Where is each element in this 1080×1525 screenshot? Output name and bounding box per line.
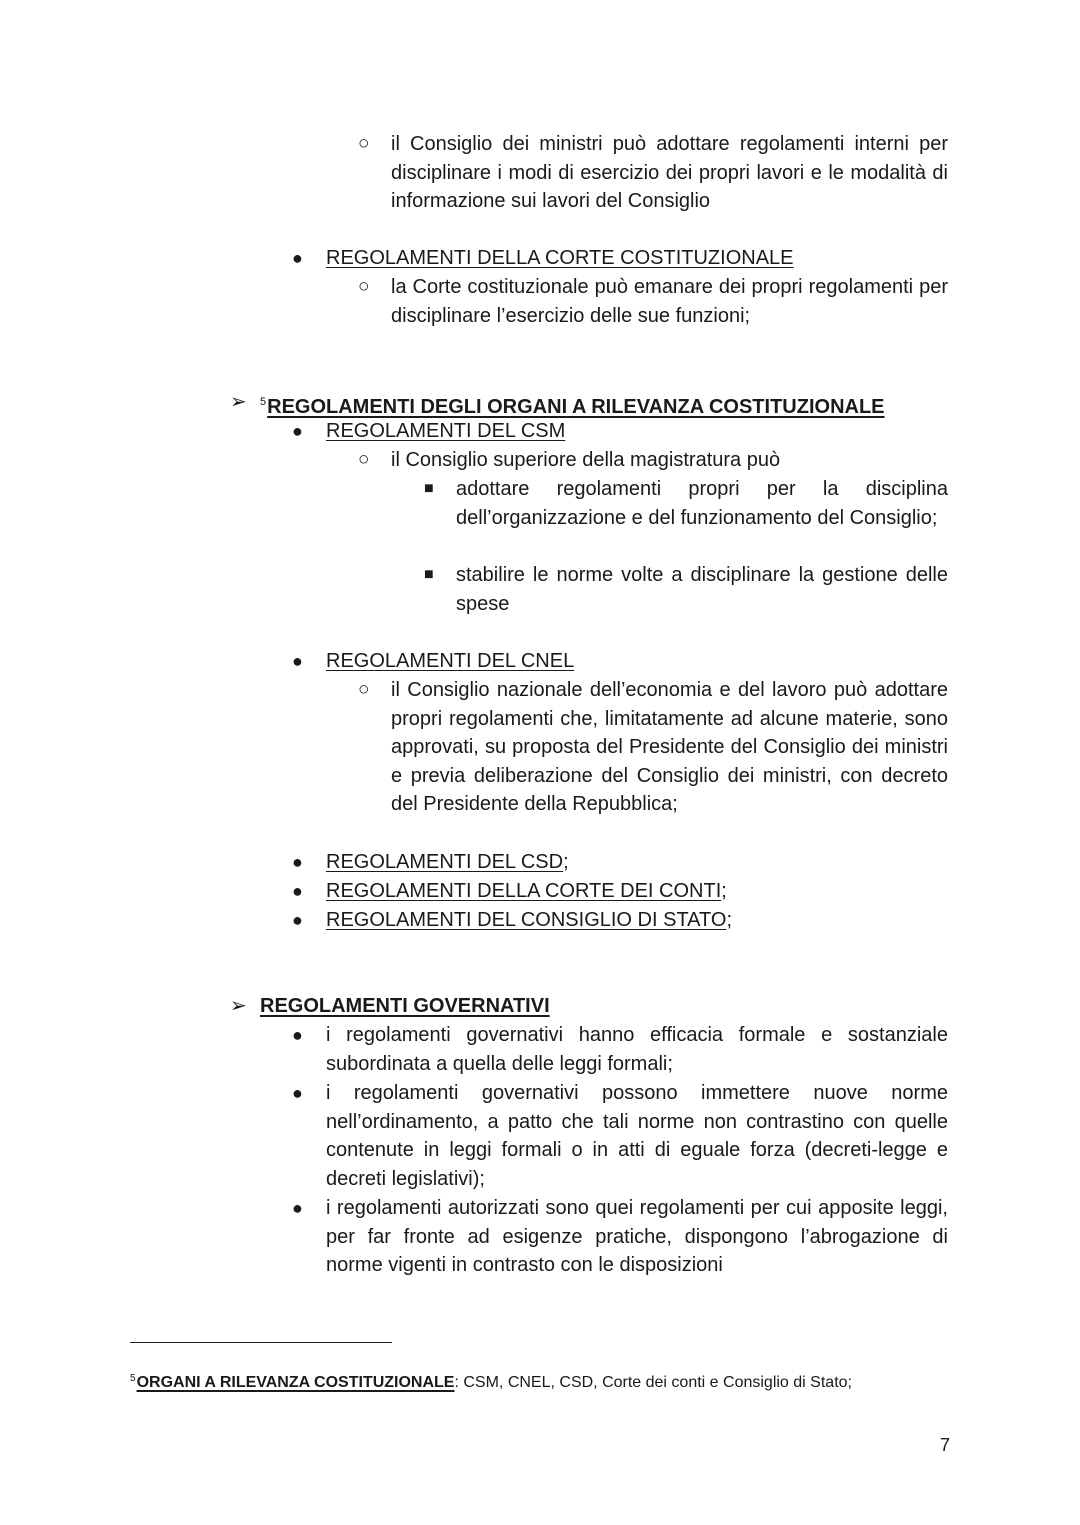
bullet-icon: ●	[292, 881, 303, 901]
arrow-bullet-icon: ➢	[230, 391, 247, 413]
list-heading: REGOLAMENTI DEL CSM	[326, 420, 566, 442]
bullet-icon: ●	[292, 910, 303, 930]
list-item: i regolamenti governativi hanno efficacia formale e sostanziale subordinata a quella delle leggi formali;	[326, 1024, 948, 1075]
arrow-bullet-icon: ➢	[230, 995, 247, 1017]
list-item: il Consiglio dei ministri può adottare regolamenti interni per disciplinare i modi di esercizio dei propri lavori e le modalità di informazione sui lavori del Consiglio	[391, 133, 948, 213]
circle-bullet-icon: ○	[358, 679, 370, 700]
section-heading: $^5$REGOLAMENTI DEGLI ORGANI A RILEVANZA COSTITUZIONALE	[260, 396, 885, 418]
list-heading: REGOLAMENTI DEL CONSIGLIO DI STATO;	[326, 909, 733, 931]
bullet-icon: ●	[292, 421, 303, 441]
list-item: adottare regolamenti propri per la disciplina dell’organizzazione e del funzionamento del Consiglio;	[456, 478, 948, 529]
footnote-separator	[130, 1342, 392, 1343]
list-heading: REGOLAMENTI DELLA CORTE DEI CONTI;	[326, 880, 727, 902]
list-heading: REGOLAMENTI DELLA CORTE COSTITUZIONALE	[326, 247, 794, 269]
list-item: il Consiglio superiore della magistratura può	[391, 449, 781, 471]
footnote: $^5$ORGANI A RILEVANZA COSTITUZIONALE: CSM, CNEL, CSD, Corte dei conti e Consiglio di Stato;	[130, 1373, 852, 1391]
list-item: il Consiglio nazionale dell’economia e del lavoro può adottare propri regolamenti che, limitatamente ad alcune materie, sono approvati, su proposta del Presidente del Consiglio dei ministri e previa deliberazione del Consiglio dei ministri, con decreto del Presidente della Repubblica;	[391, 679, 948, 816]
bullet-icon: ●	[292, 1025, 303, 1045]
bullet-icon: ●	[292, 852, 303, 872]
footnote-ref[interactable]: 5	[260, 396, 267, 408]
circle-bullet-icon: ○	[358, 276, 370, 297]
section-heading: REGOLAMENTI GOVERNATIVI	[260, 995, 550, 1017]
square-bullet-icon: ■	[424, 566, 434, 583]
square-bullet-icon: ■	[424, 480, 434, 497]
bullet-icon: ●	[292, 1198, 303, 1218]
list-heading: REGOLAMENTI DEL CSD;	[326, 851, 569, 873]
bullet-icon: ●	[292, 651, 303, 671]
list-item: stabilire le norme volte a disciplinare la gestione delle spese	[456, 564, 948, 615]
list-heading: REGOLAMENTI DEL CNEL	[326, 650, 575, 672]
bullet-icon: ●	[292, 248, 303, 268]
list-item: i regolamenti governativi possono immettere nuove norme nell’ordinamento, a patto che tali norme non contrastino con quelle contenute in leggi formali o in atti di eguale forza (decreti-legge e decreti legislativi);	[326, 1082, 948, 1190]
list-item: i regolamenti autorizzati sono quei regolamenti per cui apposite leggi, per far fronte ad esigenze pratiche, dispongono l’abrogazione di norme vigenti in contrasto con le disposizioni	[326, 1197, 948, 1277]
circle-bullet-icon: ○	[358, 133, 370, 154]
list-item: la Corte costituzionale può emanare dei propri regolamenti per disciplinare l’esercizio delle sue funzioni;	[391, 276, 948, 327]
circle-bullet-icon: ○	[358, 449, 370, 470]
page-number: 7	[939, 1435, 950, 1455]
bullet-icon: ●	[292, 1083, 303, 1103]
